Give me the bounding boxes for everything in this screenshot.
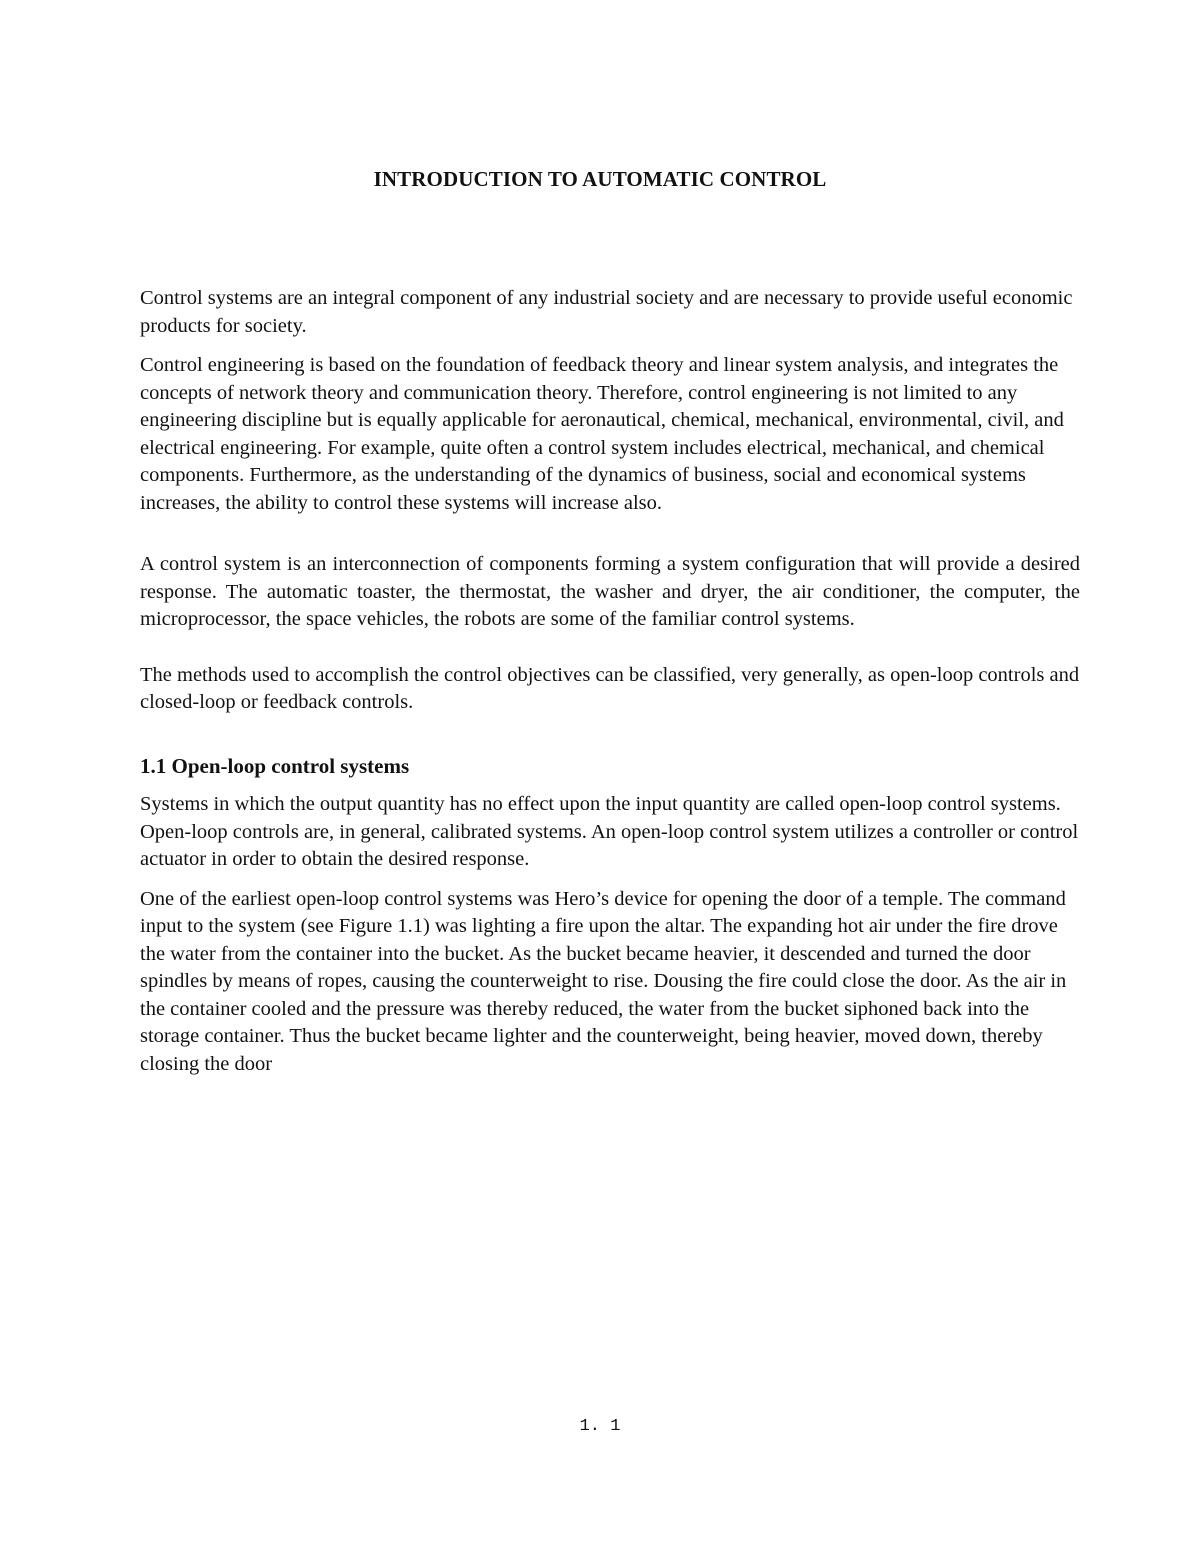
paragraph-open-loop-definition: Systems in which the output quantity has no effect upon the input quantity are called open-loop control systems. Open-loop controls are, in general, calibrated systems. An open-loop control system utilizes a controller or control actuator in order to obtain the desired response. <box>140 793 1079 870</box>
paragraph-control-methods: The methods used to accomplish the control objectives can be classified, very generally, as open-loop controls and closed-loop or feedback controls. <box>140 663 1080 713</box>
paragraph-control-engineering: Control engineering is based on the foundation of feedback theory and linear system analysis, and integrates the concepts of network theory and communication theory. Therefore, control engineering is not limited to any engineering discipline but is equally applicable for aeronautical, chemical, mechanical, environmental, civil, and electrical engineering. For example, quite often a control system includes electrical, mechanical, and chemical components. Furthermore, as the understanding of the dynamics of business, social and economical systems increases, the ability to control these systems will increase also. <box>140 354 1064 514</box>
page-title: INTRODUCTION TO AUTOMATIC CONTROL <box>373 167 827 191</box>
paragraph-control-system-definition: A control system is an interconnection of components forming a system configuration that will provide a desired response. The automatic toaster, the thermostat, the washer and dryer, the air conditioner, the computer, the microprocessor, the space vehicles, the robots are some of the familiar control systems. <box>140 553 1080 630</box>
section-heading: 1.1 Open-loop control systems <box>140 753 410 778</box>
page-number: 1. 1 <box>579 1417 621 1436</box>
paragraph-intro: Control systems are an integral component of any industrial society and are necessary to provide useful economic products for society. <box>140 287 1073 337</box>
paragraph-hero-device: One of the earliest open-loop control systems was Hero’s device for opening the door of a temple. The command input to the system (see Figure 1.1) was lighting a fire upon the altar. The expanding hot air under the fire drove the water from the container into the bucket. As the bucket became heavier, it descended and turned the door spindles by means of ropes, causing the counterweight to rise. Dousing the fire could close the door. As the air in the container cooled and the pressure was thereby reduced, the water from the bucket siphoned back into the storage container. Thus the bucket became lighter and the counterweight, being heavier, moved down, thereby closing the door <box>140 887 1067 1075</box>
document-body <box>140 285 1080 1078</box>
